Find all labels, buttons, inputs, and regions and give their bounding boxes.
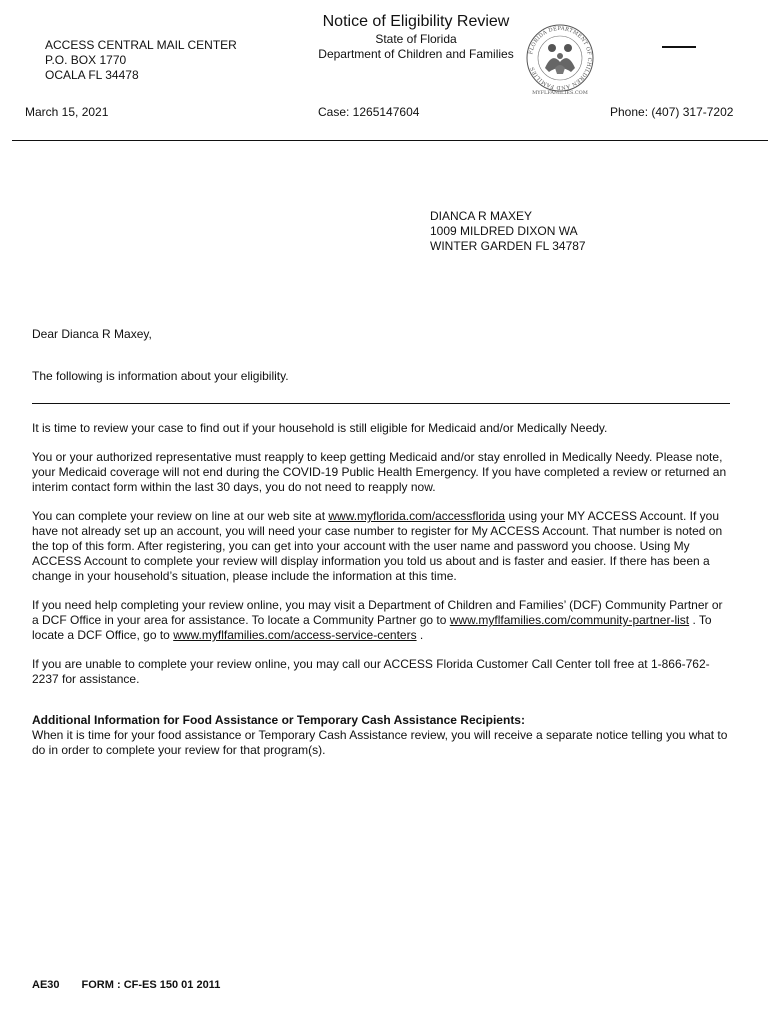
paragraph-review-notice: It is time to review your case to find out if your household is still eligible for Medicaid and/or Medically Needy. [32, 421, 608, 435]
paragraph-call-center: If you are unable to complete your review online, you may call our ACCESS Florida Customer Call Center toll free at 1-866-762-2237 for assistance. [32, 657, 710, 686]
paragraph-help [32, 598, 732, 643]
header-divider [12, 140, 768, 141]
recipient-line-2: 1009 MILDRED DIXON WA [430, 224, 578, 238]
recipient-line-3: WINTER GARDEN FL 34787 [430, 239, 586, 253]
online-review-text-a: You can complete your review on line at our web site at [32, 509, 329, 523]
paragraph-reapply: You or your authorized representative must reapply to keep getting Medicaid and/or stay enrolled in Medically Needy. Please note, your Medicaid coverage will not end during the COVID-19 Public Health Emergency. If you have completed a review or returned an interim contact form within the last 30 days, you do not need to reapply now. [32, 450, 727, 494]
recipient-address [430, 209, 586, 254]
sender-line-1: ACCESS CENTRAL MAIL CENTER [45, 38, 237, 52]
dcf-seal-logo [525, 18, 595, 96]
accessflorida-link[interactable]: www.myflorida.com/accessflorida [328, 509, 506, 523]
state-name: State of Florida [375, 32, 457, 46]
department-name: Department of Children and Families [318, 47, 514, 61]
phone-number: Phone: (407) 317-7202 [610, 105, 734, 119]
notice-date: March 15, 2021 [25, 105, 109, 119]
paragraph-online-review [32, 509, 732, 584]
sender-line-2: P.O. BOX 1770 [45, 53, 127, 67]
seal-url: MYFLFAMILIES.COM [532, 90, 588, 96]
sender-address [45, 38, 237, 83]
help-text-a: If you need help completing your review online, you may visit a Department of Children and Families’ (DCF) Community Partner or a DCF Office in your area for assistance. To locate a Community Partner go to [32, 598, 723, 627]
additional-info-heading: Additional Information for Food Assistance or Temporary Cash Assistance Recipients: [32, 713, 525, 727]
seal-ring-text: FLORIDA DEPARTMENT OF CHILDREN AND FAMILIES [528, 25, 593, 91]
footer-form-number: FORM : CF-ES 150 01 2011 [81, 979, 221, 991]
sender-line-3: OCALA FL 34478 [45, 68, 139, 82]
help-text-b: . To locate a DCF Office, go to [32, 613, 712, 642]
notice-title: Notice of Eligibility Review [322, 13, 510, 30]
form-footer [32, 978, 220, 993]
intro-line: The following is information about your eligibility. [32, 369, 289, 383]
recipient-line-1: DIANCA R MAXEY [430, 209, 533, 223]
body-divider [32, 403, 730, 404]
help-text-c: . [416, 628, 424, 642]
case-number: Case: 1265147604 [318, 105, 420, 119]
salutation: Dear Dianca R Maxey, [32, 327, 152, 341]
online-review-text-b: using your MY ACCESS Account. If you have not already set up an account, you will need your case number to register for My ACCESS Account. That number is noted on the top of this form. After registering, you can get into your account with the user name and password you choose. Using My ACCESS Account to complete your review will display information you told us about and is faster and easier. If there has been a change in your household’s situation, please include the information at this time. [32, 509, 723, 583]
community-partner-link[interactable]: www.myflfamilies.com/community-partner-list [449, 613, 690, 627]
letter-body [32, 421, 732, 758]
service-centers-link[interactable]: www.myflfamilies.com/access-service-centers [173, 628, 417, 642]
footer-code: AE30 [32, 979, 60, 991]
corner-mark [662, 46, 696, 48]
title-block [296, 12, 536, 62]
additional-info-body: When it is time for your food assistance or Temporary Cash Assistance review, you will receive a separate notice telling you what to do in order to complete your review for that program(s). [32, 728, 728, 757]
